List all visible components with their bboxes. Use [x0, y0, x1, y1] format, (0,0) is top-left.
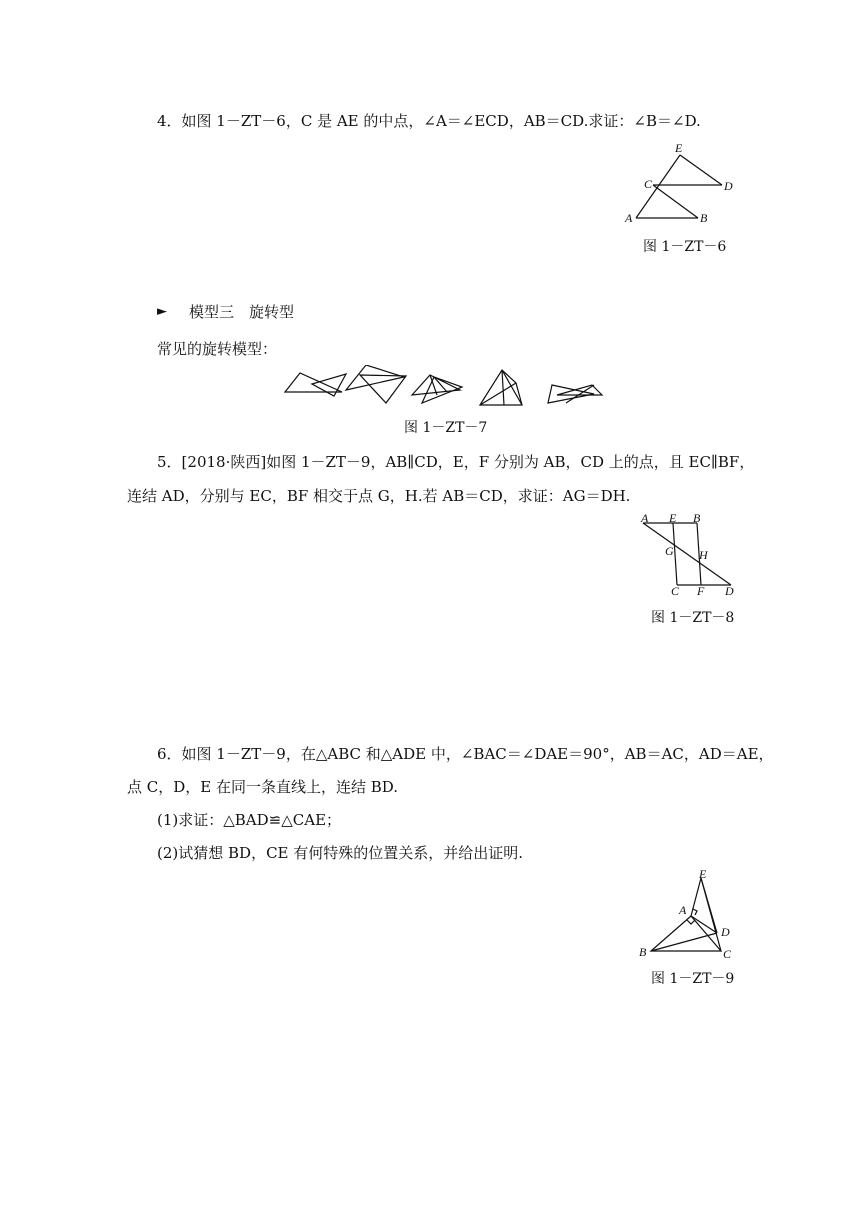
problem-5-line-2: 连结 AD，分别与 EC，BF 相交于点 G，H.若 AB＝CD，求证：AG＝DH.: [127, 487, 631, 505]
label-a: A: [625, 211, 633, 225]
caption-fig-8: 图 1－ZT－8: [651, 610, 735, 626]
figure-1-zt-8: [635, 510, 740, 602]
segment-cb: [653, 185, 698, 218]
caption-fig-9: 图 1－ZT－9: [651, 971, 735, 987]
problem-6-part-1: (1)求证：△BAD≌△CAE；: [157, 811, 342, 829]
rot-model-1-left: [285, 373, 342, 392]
label-b: B: [639, 945, 647, 959]
segment-ae: [636, 155, 680, 218]
figure-1-zt-6: [620, 140, 740, 228]
label-b: B: [693, 511, 701, 525]
problem-6-part-2: (2)试猜想 BD，CE 有何特殊的位置关系，并给出证明.: [157, 844, 524, 862]
rot-model-5-b: [557, 385, 602, 395]
right-angle-mark-2: [693, 909, 697, 915]
label-a: A: [679, 903, 687, 917]
problem-6-line-2: 点 C，D，E 在同一条直线上，连结 BD.: [127, 778, 399, 796]
rot-model-2-b: [360, 375, 406, 403]
label-c: C: [723, 947, 732, 961]
problem-4-text: 4．如图 1－ZT－6，C 是 AE 的中点，∠A＝∠ECD，AB＝CD.求证：∠B＝∠D.: [157, 112, 701, 130]
label-b: B: [700, 211, 708, 225]
label-h: H: [699, 548, 708, 562]
problem-6-line-1: 6．如图 1－ZT－9，在△ABC 和△ADE 中，∠BAC＝∠DAE＝90°，AB＝AC，AD＝AE，: [157, 745, 774, 763]
segment-ad: [643, 523, 731, 585]
label-d: D: [724, 179, 733, 193]
triangle-abc: [651, 916, 721, 951]
model-3-heading: 模型三 旋转型: [189, 303, 295, 321]
caption-fig-7: 图 1－ZT－7: [404, 420, 488, 436]
label-d: D: [721, 925, 730, 939]
label-g: G: [665, 544, 674, 558]
label-e: E: [699, 867, 707, 881]
label-f: F: [697, 584, 705, 598]
caption-fig-6: 图 1－ZT－6: [643, 239, 727, 255]
label-e: E: [675, 141, 683, 155]
label-d: D: [725, 584, 734, 598]
problem-5-line-1: 5．[2018·陕西]如图 1－ZT－9，AB∥CD，E，F 分别为 AB，CD 上的点，且 EC∥BF，: [157, 453, 755, 471]
label-c: C: [644, 177, 653, 191]
model-3-intro: 常见的旋转模型：: [157, 340, 278, 358]
rot-model-4: [480, 370, 522, 405]
rot-model-1-right: [312, 374, 346, 396]
right-angle-mark: [687, 920, 695, 924]
rot-model-2-a: [346, 365, 404, 390]
figure-1-zt-7-rotation-models: [282, 365, 612, 410]
label-c: C: [671, 584, 680, 598]
model-3-marker: ►: [157, 304, 167, 319]
figure-1-zt-9: [635, 866, 745, 961]
segment-ed: [680, 155, 722, 185]
label-a: A: [641, 511, 649, 525]
label-e: E: [669, 511, 677, 525]
